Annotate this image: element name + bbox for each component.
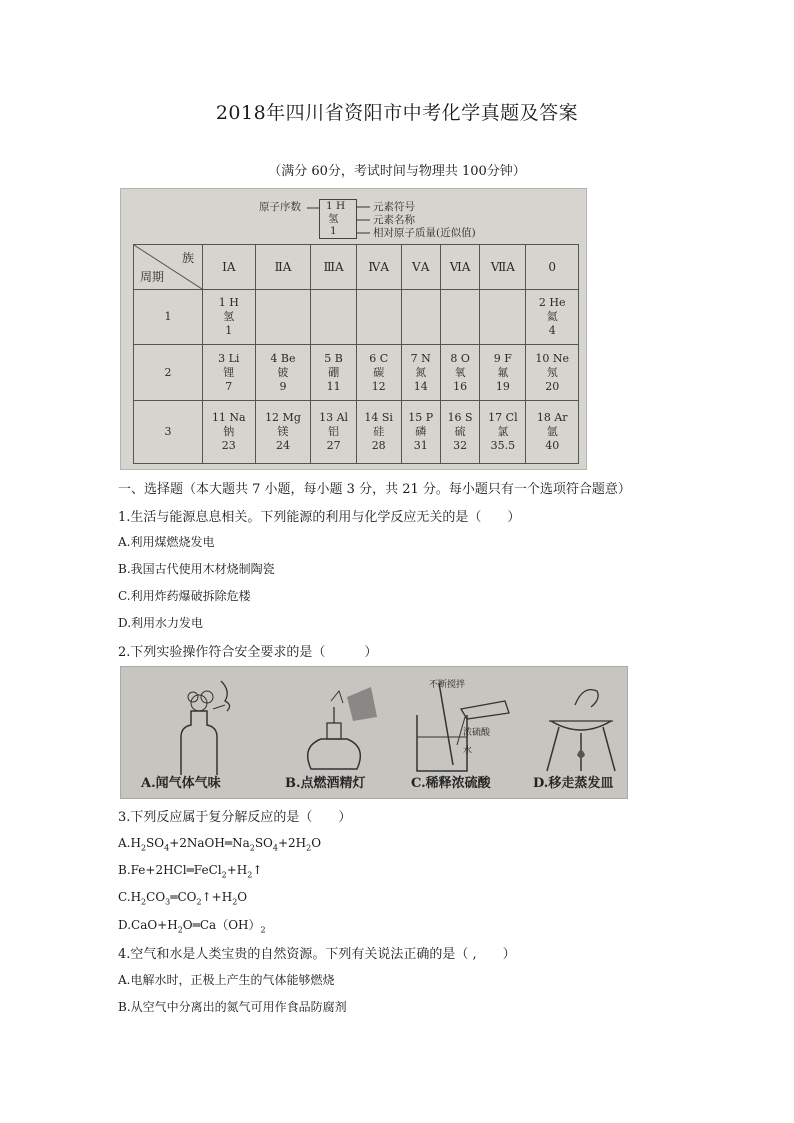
note-acid: 浓硫酸 [463, 728, 491, 738]
legend-connector-lines [356, 197, 370, 243]
question-3-option-a: $A.H_2SO_4+2NaOH═Na_2SO_4+2H_2O$ [118, 836, 322, 853]
periodic-table-image [120, 188, 587, 470]
group-header: ⅢA [311, 245, 356, 290]
group-header: ⅣA [356, 245, 401, 290]
legend-sample-cell: 1 H 氢 1 [319, 199, 357, 239]
question-3-option-d: $D.CaO+H_2O═Ca(OH)_2$ [118, 918, 266, 935]
periodic-table [133, 244, 579, 464]
question-3-stem: 3.下列反应属于复分解反应的是（ ） [118, 810, 352, 825]
group-header-row [134, 245, 579, 290]
question-4-stem: 4.空气和水是人类宝贵的自然资源。下列有关说法正确的是（ , ） [118, 947, 516, 962]
element-cell: 8 O 氧 16 [440, 345, 479, 401]
page-title: 2018年四川省资阳市中考化学真题及答案 [215, 102, 579, 124]
period-row [134, 345, 579, 401]
caption-c: C.稀释浓硫酸 [411, 776, 491, 791]
corner-cell [134, 245, 203, 290]
element-cell: 2 He 氦 4 [526, 290, 579, 345]
element-cell: 5 B 硼 11 [311, 345, 356, 401]
question-4-option-b: B.从空气中分离出的氮气可用作食品防腐剂 [118, 1000, 347, 1014]
element-cell: 14 Si 硅 28 [356, 401, 401, 464]
legend-symbol: 元素符号 [373, 201, 415, 213]
evaporating-dish-illustration [531, 675, 628, 775]
exam-info: （满分 60分，考试时间与物理共 100分钟） [268, 164, 526, 179]
element-cell: 16 S 硫 32 [440, 401, 479, 464]
corner-group-label: 族 [181, 251, 194, 265]
element-cell [480, 290, 526, 345]
group-header: ⅥA [440, 245, 479, 290]
legend-atomic-number: 原子序数 [259, 201, 301, 213]
period-row [134, 401, 579, 464]
period-label: 3 [134, 401, 203, 464]
element-cell: 3 Li 锂 7 [203, 345, 256, 401]
group-header: 0 [526, 245, 579, 290]
element-cell: 13 Al 铝 27 [311, 401, 356, 464]
legend-mass: 相对原子质量(近似值) [373, 227, 476, 239]
caption-b: B.点燃酒精灯 [285, 776, 366, 791]
section-heading: 一、选择题（本大题共 7 小题，每小题 3 分，共 21 分。每小题只有一个选项符合题意） [118, 482, 631, 497]
legend-name: 元素名称 [373, 214, 415, 226]
question-3-option-c: $C.H_2CO_3═CO_2↑+H_2O$ [118, 890, 248, 907]
gas-bottle-illustration [141, 675, 251, 775]
element-cell [311, 290, 356, 345]
note-water: 水 [463, 746, 473, 756]
element-cell [401, 290, 440, 345]
question-4-option-a: A.电解水时，正极上产生的气体能够燃烧 [118, 973, 335, 987]
question-1-stem: 1.生活与能源息息相关。下列能源的利用与化学反应无关的是（ ） [118, 510, 521, 525]
element-cell: 10 Ne 氖 20 [526, 345, 579, 401]
group-header: ⅡA [255, 245, 311, 290]
lab-operations-image [120, 666, 628, 799]
element-cell [356, 290, 401, 345]
corner-period-label: 周期 [140, 270, 165, 284]
question-1-option-c: C.利用炸药爆破拆除危楼 [118, 589, 251, 603]
element-cell: 18 Ar 氩 40 [526, 401, 579, 464]
element-cell: 15 P 磷 31 [401, 401, 440, 464]
element-cell: 4 Be 铍 9 [255, 345, 311, 401]
element-cell: 7 N 氮 14 [401, 345, 440, 401]
caption-a: A.闻气体气味 [141, 776, 221, 791]
period-row [134, 290, 579, 345]
element-cell: 9 F 氟 19 [480, 345, 526, 401]
caption-d: D.移走蒸发皿 [533, 776, 614, 791]
alcohol-lamp-illustration [291, 677, 391, 777]
element-cell: 17 Cl 氯 35.5 [480, 401, 526, 464]
element-cell: 1 H 氢 1 [203, 290, 256, 345]
question-1-option-a: A.利用煤燃烧发电 [118, 535, 215, 549]
group-header: ⅦA [480, 245, 526, 290]
group-header: ⅠA [203, 245, 256, 290]
question-2-stem: 2.下列实验操作符合安全要求的是（ ） [118, 645, 378, 660]
group-header: ⅤA [401, 245, 440, 290]
question-3-option-b: $B.Fe+2HCl═FeCl_2+H_2↑$ [118, 863, 263, 880]
question-1-option-b: B.我国古代使用木材烧制陶瓷 [118, 562, 275, 576]
question-1-option-d: D.利用水力发电 [118, 616, 204, 630]
note-stir: 不断搅拌 [429, 680, 466, 690]
period-label: 2 [134, 345, 203, 401]
element-cell: 11 Na 钠 23 [203, 401, 256, 464]
element-cell: 12 Mg 镁 24 [255, 401, 311, 464]
period-label: 1 [134, 290, 203, 345]
element-cell: 6 C 碳 12 [356, 345, 401, 401]
element-cell [255, 290, 311, 345]
element-cell [440, 290, 479, 345]
